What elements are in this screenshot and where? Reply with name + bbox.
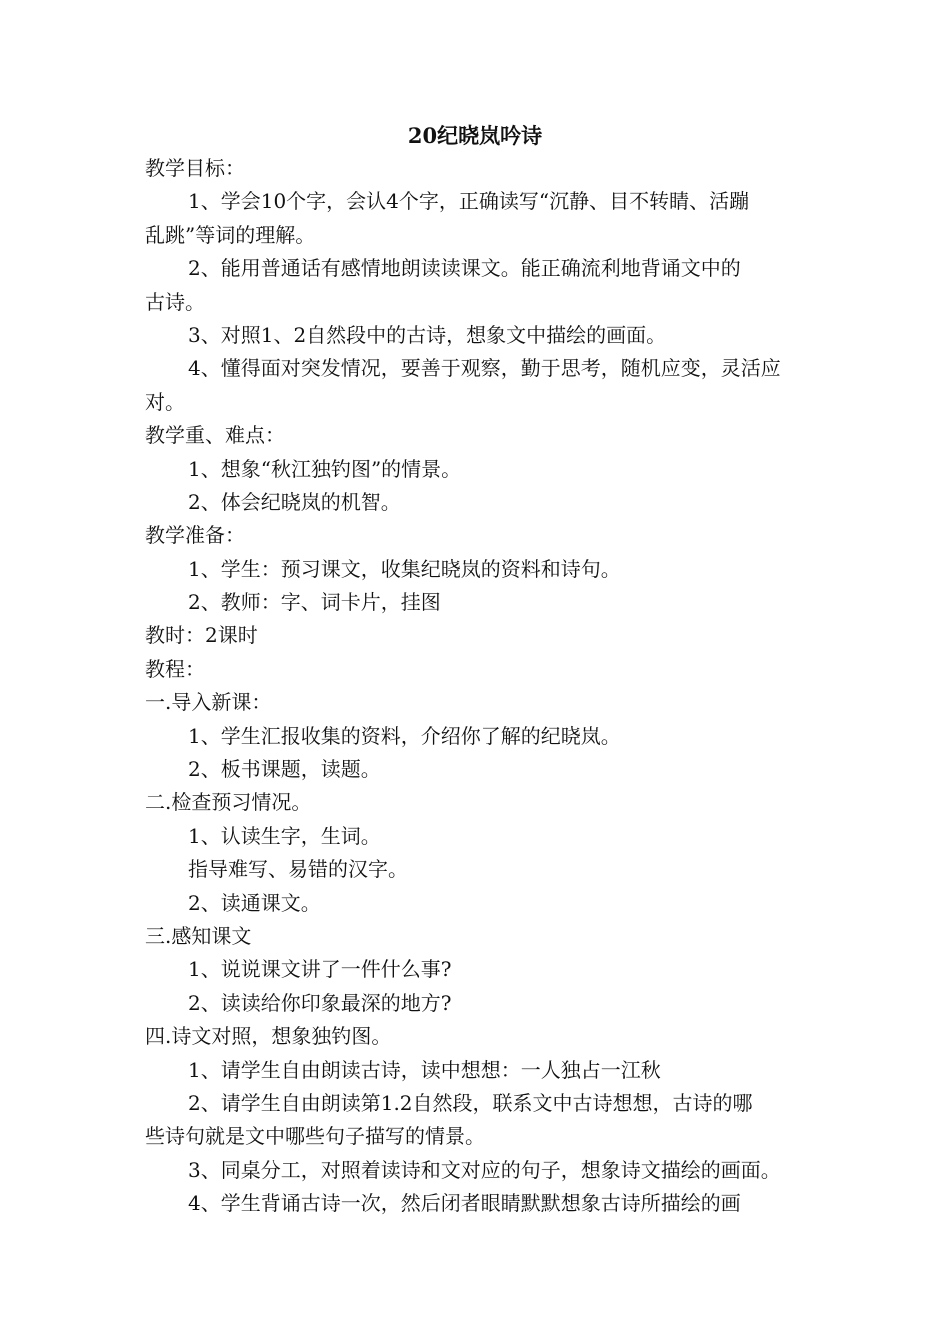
document-title: 20纪晓岚吟诗 — [407, 123, 543, 148]
text-line: 4、懂得面对突发情况，要善于观察，勤于思考，随机应变，灵活应 — [188, 356, 781, 381]
text-line: 1、学生：预习课文，收集纪晓岚的资料和诗句。 — [188, 556, 621, 581]
text-line: 乱跳”等词的理解。 — [145, 222, 316, 247]
text-line: 3、对照1、2自然段中的古诗，想象文中描绘的画面。 — [188, 322, 667, 347]
text-line: 2、板书课题，读题。 — [188, 757, 381, 782]
text-line: 四.诗文对照，想象独钓图。 — [145, 1024, 392, 1049]
text-line: 1、说说课文讲了一件什么事? — [188, 957, 452, 982]
text-line: 三.感知课文 — [145, 923, 252, 948]
document-body — [145, 152, 807, 1221]
text-line: 3、同桌分工，对照着读诗和文对应的句子，想象诗文描绘的画面。 — [188, 1157, 781, 1182]
text-line: 1、学生汇报收集的资料，介绍你了解的纪晓岚。 — [188, 723, 621, 748]
text-line: 2、读通课文。 — [188, 890, 321, 915]
text-line: 1、请学生自由朗读古诗，读中想想：一人独占一江秋 — [188, 1057, 661, 1082]
text-line: 1、想象“秋江独钓图”的情景。 — [188, 456, 462, 481]
text-line: 教程： — [145, 656, 205, 681]
text-line: 教学重、难点： — [145, 423, 285, 448]
text-line: 4、学生背诵古诗一次，然后闭者眼睛默默想象古诗所描绘的画 — [188, 1191, 741, 1216]
text-line: 教学准备： — [145, 523, 245, 548]
text-line: 二.检查预习情况。 — [145, 790, 312, 815]
text-line: 2、请学生自由朗读第1.2自然段，联系文中古诗想想，古诗的哪 — [188, 1090, 753, 1115]
text-line: 2、体会纪晓岚的机智。 — [188, 489, 401, 514]
text-line: 2、能用普通话有感情地朗读读课文。能正确流利地背诵文中的 — [188, 256, 741, 281]
text-line: 些诗句就是文中哪些句子描写的情景。 — [145, 1124, 485, 1149]
text-line: 2、读读给你印象最深的地方? — [188, 990, 452, 1015]
text-line: 古诗。 — [145, 289, 205, 314]
text-line: 指导难写、易错的汉字。 — [188, 857, 408, 882]
text-line: 教学目标： — [145, 156, 245, 180]
text-line: 1、学会10个字，会认4个字，正确读写“沉静、目不转睛、活蹦 — [188, 189, 750, 214]
text-line: 1、认读生字，生词。 — [188, 823, 381, 848]
text-line: 教时：2课时 — [145, 623, 258, 648]
text-line: 2、教师：字、词卡片，挂图 — [188, 590, 441, 615]
text-line: 一.导入新课： — [145, 690, 272, 715]
text-line: 对。 — [145, 389, 185, 414]
